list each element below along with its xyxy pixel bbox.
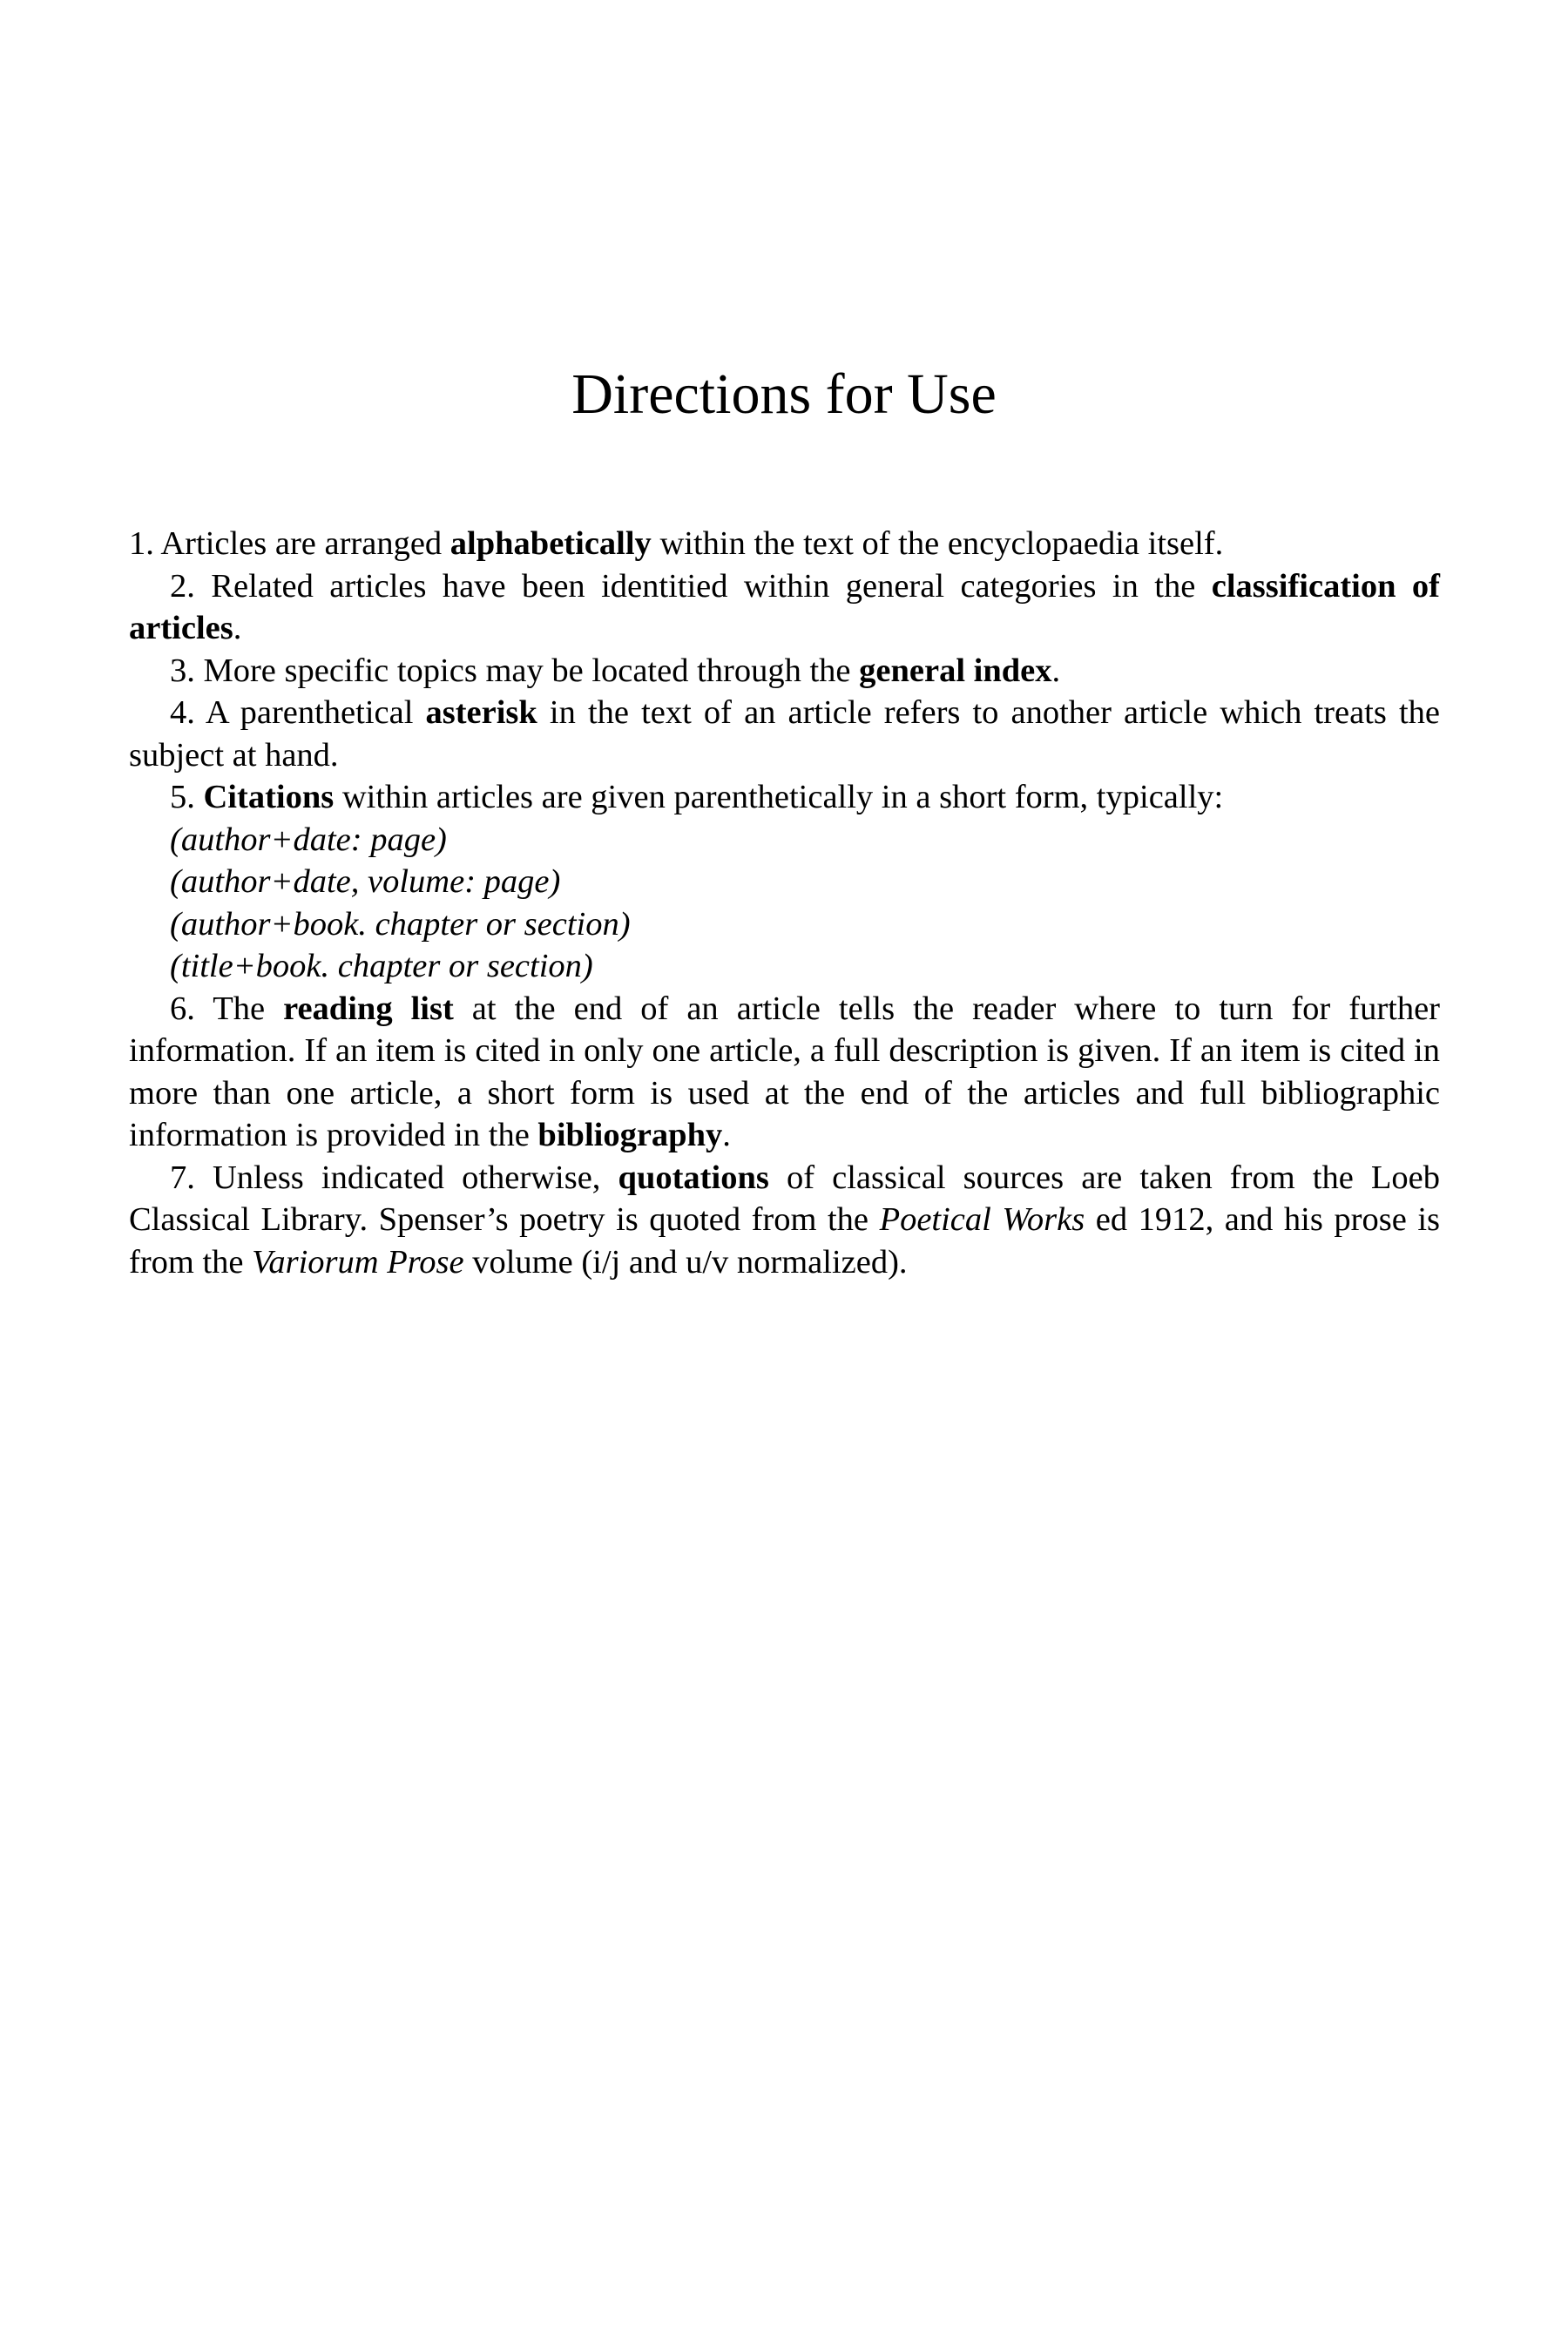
item-text: 2. Related articles have been identitied within general categories in the (170, 567, 1212, 605)
item-text: 5. (170, 779, 204, 815)
work-title: Poetical Works (879, 1201, 1085, 1238)
item-text: 7. Unless indicated otherwise, (170, 1159, 618, 1196)
item-keyword: reading list (283, 990, 454, 1027)
citation-form: (author+date, volume: page) (170, 863, 561, 900)
item-text: 3. More specific topics may be located through the (170, 652, 860, 689)
direction-item-7 (129, 1157, 1440, 1284)
item-text: within the text of the encyclopaedia itself. (651, 525, 1224, 562)
direction-item-5 (129, 776, 1440, 819)
direction-item-2 (129, 565, 1440, 650)
item-text: 4. A parenthetical (170, 694, 426, 731)
item-text: . (722, 1117, 731, 1153)
page-title: Directions for Use (571, 362, 997, 426)
item-keyword: asterisk (425, 694, 537, 731)
item-text: at the end of an article tells the reader where to turn for further information. If an item is cited in only one article, a full description is given. If an item is cited in more than one article, a short form is used at the end of the articles and full bibliographic information is provided in the (129, 990, 1440, 1153)
directions-list (129, 523, 1440, 1283)
direction-item-3 (129, 650, 1440, 693)
item-text: volume (i/j and u/v normalized). (463, 1243, 908, 1281)
direction-item-4 (129, 692, 1440, 776)
item-text: ed 1912, and his prose is from the (129, 1201, 1441, 1281)
item-text: . (1051, 652, 1061, 689)
work-title: Variorum Prose (252, 1243, 464, 1281)
direction-item-6 (129, 988, 1440, 1157)
item-keyword: bibliography (537, 1117, 723, 1153)
direction-item-1 (129, 523, 1440, 565)
citation-form: (title+book. chapter or section) (170, 948, 593, 984)
item-keyword: Citations (203, 779, 335, 815)
item-keyword: alphabetically (449, 525, 652, 562)
item-text: within articles are given parenthetically in a short form, typically: (334, 779, 1224, 815)
item-text: 6. The (170, 990, 284, 1027)
item-text: of classical sources are taken from the Loeb Classical Library. Spenser’s poetry is quoted from the (129, 1159, 1440, 1238)
item-keyword: classification of articles (129, 567, 1440, 646)
item-text: . (233, 610, 242, 646)
item-text: 1. Articles are arranged (129, 525, 450, 562)
item-keyword: general index (859, 652, 1052, 689)
item-keyword: quotations (618, 1159, 769, 1196)
item-text: in the text of an article refers to another article which treats the subject at hand. (129, 694, 1440, 774)
citation-form: (author+book. chapter or section) (170, 905, 631, 943)
citation-form: (author+date: page) (170, 821, 447, 858)
